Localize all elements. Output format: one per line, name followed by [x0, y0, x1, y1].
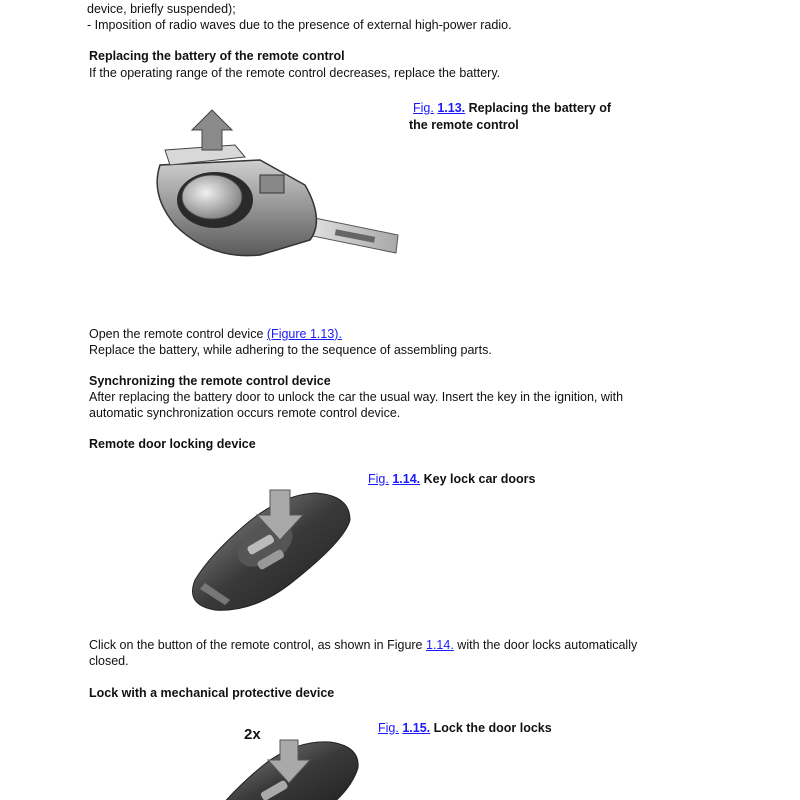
open-remote-line — [89, 326, 342, 342]
click-button-text-2: with the door locks automatically — [457, 638, 638, 652]
sync-line-2: automatic synchronization occurs remote control device. — [89, 406, 401, 420]
door-heading: Remote door locking device — [89, 437, 256, 451]
fig-1-14-title: Key lock car doors — [423, 472, 536, 486]
battery-remote-image — [140, 105, 410, 270]
figure-1-13-link[interactable]: (Figure 1.13). — [266, 327, 342, 341]
click-button-line-2: closed. — [89, 654, 129, 668]
fig-1-13-number-link[interactable]: 1.13. — [437, 101, 466, 115]
sync-line-1: After replacing the battery door to unlock the car the usual way. Insert the key in the ignition, with — [89, 390, 624, 404]
mech-heading: Lock with a mechanical protective device — [89, 686, 335, 700]
fig-1-14-prefix-link[interactable]: Fig. — [368, 472, 389, 486]
fig-1-15-title: Lock the door locks — [433, 721, 552, 735]
click-button-text: Click on the button of the remote control, as shown in Figure — [89, 638, 423, 652]
figure-1-14-link[interactable]: 1.14. — [426, 638, 454, 652]
fig-1-14-number-link[interactable]: 1.14. — [392, 472, 421, 486]
fig-1-15-prefix-link[interactable]: Fig. — [378, 721, 399, 735]
fig-1-14-caption — [368, 471, 535, 488]
sync-heading: Synchronizing the remote control device — [89, 374, 331, 388]
click-button-line — [89, 637, 637, 653]
fig-1-15-number-link[interactable]: 1.15. — [402, 721, 431, 735]
key-lock-image — [185, 485, 360, 615]
fig-1-13-caption — [413, 100, 611, 117]
mechanical-lock-image — [200, 738, 365, 800]
replace-battery-text: Replace the battery, while adhering to the sequence of assembling parts. — [89, 343, 492, 357]
top-line-1: device, briefly suspended); — [87, 2, 236, 16]
battery-text: If the operating range of the remote control decreases, replace the battery. — [89, 66, 501, 80]
twice-badge: 2x — [244, 726, 261, 743]
top-line-2: - Imposition of radio waves due to the presence of external high-power radio. — [87, 18, 512, 32]
fig-1-15-caption — [378, 720, 552, 737]
battery-heading: Replacing the battery of the remote control — [89, 49, 345, 63]
open-remote-text: Open the remote control device — [89, 327, 264, 341]
fig-1-13-title-1: Replacing the battery of — [468, 101, 612, 115]
fig-1-13-prefix-link[interactable]: Fig. — [413, 101, 434, 115]
fig-1-13-title-2: the remote control — [409, 118, 519, 132]
